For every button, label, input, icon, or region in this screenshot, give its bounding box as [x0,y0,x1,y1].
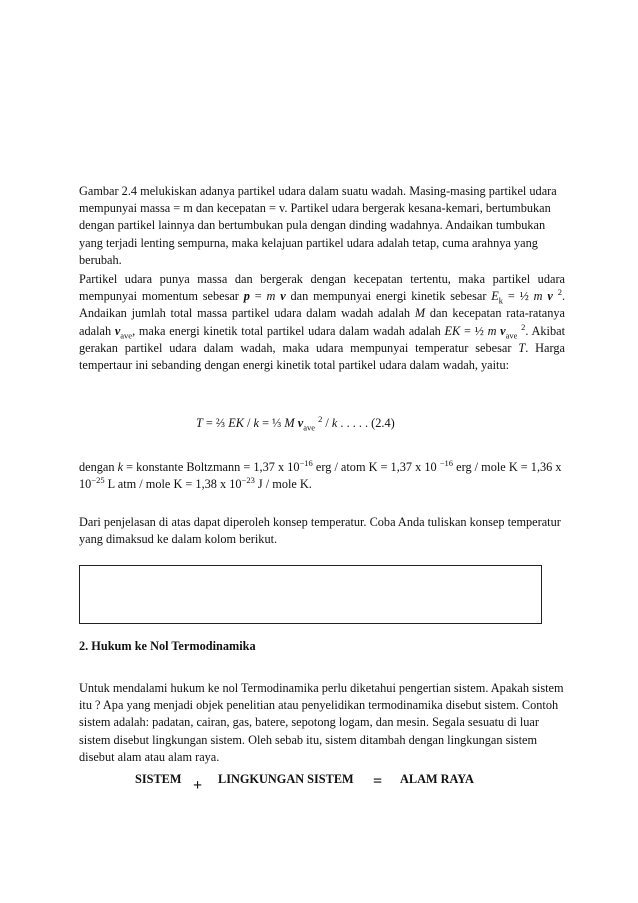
answer-box[interactable] [79,565,542,624]
equation-2-4: T = ⅔ EK / k = ⅓ M $v_{ave}$ $^2$ / k . . . . . (2.4) [196,413,395,433]
system-formula [0,768,638,798]
formula-alam-raya: ALAM RAYA [400,772,474,786]
paragraph-boltzmann [79,459,565,493]
paragraph-system [79,680,565,766]
paragraph-text: Untuk mendalami hukum ke nol Termodinamika perlu diketahui pengertian sistem. Apakah sistem itu ? Apa yang menjadi objek penelitian atau penyelidikan termodinamika disebut sistem. Contoh sistem adalah: padatan, cairan, gas, batere, sepotong logam, dan mesin. Segala sesuatu di luar sistem disebut lingkungan sistem. Oleh sebab itu, sistem ditambah dengan lingkungan sistem disebut alam atau alam raya. [79,681,564,764]
formula-equals: = [373,773,383,790]
paragraph-kinetic-energy [79,271,565,374]
paragraph-particles [79,183,565,269]
paragraph-text: Partikel udara punya massa dan bergerak dengan kecepatan tertentu, maka partikel udara mempunyai momentum sebesar p = m v dan mempunyai energi kinetik sebesar $E_k$ = ½ m v $^2$. Andaikan jumlah total massa partikel udara dalam wadah adalah M dan kecepatan rata-ratanya adalah $v_{ave}$, maka energi kinetik total partikel udara dalam wadah adalah EK = ½ m $v_{ave}$ $^2$. Akibat gerakan partikel udara dalam wadah, maka udara mempunyai temperatur sebesar T. Harga tempertaur ini sebanding dengan energi kinetik total partikel udara dalam wadah, yaitu: [79,272,566,373]
paragraph-text: Gambar 2.4 melukiskan adanya partikel udara dalam suatu wadah. Masing-masing partikel udara mempunyai massa = m dan kecepatan = v. Partikel udara bergerak kesana-kemari, bertumbukan dengan partikel lainnya dan bertumbukan pula dengan dinding wadahnya. Andaikan tumbukan yang terjadi lenting sempurna, maka kelajuan partikel udara adalah tetap, cuma arahnya yang berubah. [79,184,557,267]
section-heading: 2. Hukum ke Nol Termodinamika [79,639,256,653]
paragraph-text: dengan k = konstante Boltzmann = 1,37 x $10^{-16}$ erg / atom K = 1,37 x 10 $^{-16}$ erg / mole K = 1,36 x $10^{-25}$ L atm / mole K = 1,38 x $10^{-23}$ J / mole K. [79,457,562,492]
formula-lingkungan: LINGKUNGAN SISTEM [218,772,354,786]
formula-sistem: SISTEM [135,772,182,786]
paragraph-temperature-concept [79,514,565,548]
paragraph-text: Dari penjelasan di atas dapat diperoleh konsep temperatur. Coba Anda tuliskan konsep temperatur yang dimaksud ke dalam kolom berikut. [79,515,561,547]
formula-plus: + [193,777,203,794]
